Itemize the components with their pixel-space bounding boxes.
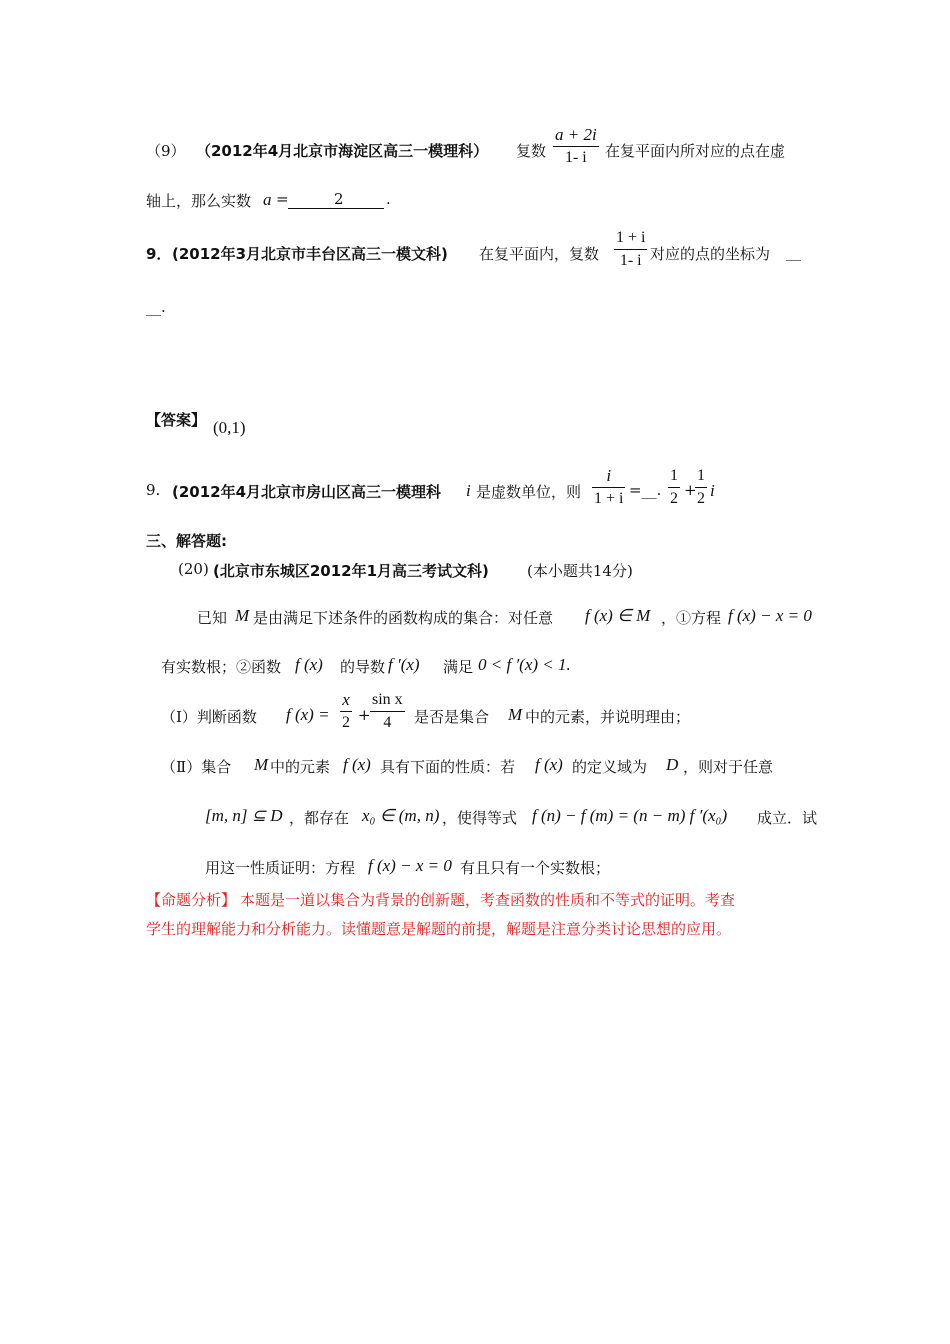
question-source: (北京市东城区2012年1月高三考试文科) (213, 562, 489, 580)
fraction: x 2 (342, 690, 350, 731)
question-source: （2012年4月北京市海淀区高三一模理科） (196, 142, 489, 160)
math-expr: f (x) ∈ M (585, 606, 651, 625)
math-expr: 0 < f ′(x) < 1. (478, 655, 571, 674)
question-source: (2012年4月北京市房山区高三一模理科 (172, 483, 442, 501)
question-text: 的导数 (340, 658, 386, 676)
plus-sign: + (358, 706, 371, 724)
fraction: sin x 4 (372, 691, 403, 731)
question-text: 是虚数单位，则 (476, 483, 582, 501)
question-text: 已知 (197, 609, 228, 627)
math-var: i (466, 481, 471, 500)
analysis-label: 【命题分析】 (146, 891, 237, 909)
question-text: 的定义域为 (572, 758, 648, 776)
math-var: a (263, 190, 272, 209)
math-expr: f (x) = (286, 705, 330, 724)
math-expr: f ′(x) (388, 655, 420, 674)
question-text: 在复平面内所对应的点在虚 (605, 142, 786, 160)
period: . (386, 190, 391, 208)
math-expr: [m, n] ⊆ D (205, 806, 283, 825)
question-text: 用这一性质证明：方程 (205, 859, 356, 877)
answer-value: 2 (334, 190, 344, 208)
question-text: 中的元素 (270, 758, 331, 776)
plus-sign: + (684, 481, 697, 499)
analysis-text: 本题是一道以集合为背景的创新题，考查函数的性质和不等式的证明。考查 (240, 891, 736, 909)
math-expr: f (x) (535, 755, 563, 774)
answer-blank: =__. (629, 481, 662, 499)
answer-blank: __ (786, 243, 801, 261)
question-text: 满足 (443, 658, 474, 676)
math-expr: f (x) − x = 0 (728, 606, 812, 625)
question-text: 有且只有一个实数根； (460, 859, 611, 877)
question-text: ，使得等式 (442, 809, 518, 827)
question-text: 成立．试 (757, 809, 818, 827)
math-var: i (710, 481, 715, 500)
math-var: M (508, 705, 523, 724)
answer-blank: __. (146, 298, 166, 316)
question-text: 在复平面内，复数 (479, 245, 600, 263)
question-text: 具有下面的性质：若 (380, 758, 516, 776)
answer-label: 【答案】 (146, 411, 207, 429)
question-text: 有实数根；②函数 (161, 658, 282, 676)
question-text: ，都存在 (289, 809, 350, 827)
question-number: (20) (178, 560, 209, 578)
question-text: 是由满足下述条件的函数构成的集合：对任意 (253, 609, 554, 627)
analysis-text: 学生的理解能力和分析能力。读懂题意是解题的前提，解题是注意分类讨论思想的应用。 (146, 920, 732, 938)
math-expr: f (n) − f (m) = (n − m) f ′(x₀) (532, 806, 728, 825)
section-heading: 三、解答题: (146, 532, 227, 550)
math-var: D (666, 755, 679, 774)
fraction: 1 + i 1- i (616, 229, 646, 269)
math-expr: x₀ ∈ (m, n) (362, 806, 440, 825)
question-number: 9． (146, 245, 172, 263)
question-text: 是否是集合 (414, 708, 490, 726)
math-expr: f (x) (343, 755, 371, 774)
answer-value: (0,1) (213, 418, 246, 437)
math-var: M (254, 755, 269, 774)
question-text: 对应的点的坐标为 (650, 245, 771, 263)
fraction: a + 2i 1- i (555, 125, 597, 166)
math-var: M (235, 606, 250, 625)
question-text: 中的元素，并说明理由； (525, 708, 691, 726)
math-expr: f (x) (295, 655, 323, 674)
question-source: (2012年3月北京市丰台区高三一模文科) (172, 245, 448, 263)
question-number: （9） (146, 142, 186, 160)
question-number: 9. (146, 481, 161, 499)
fraction: i 1 + i (594, 466, 624, 507)
math-expr: f (x) − x = 0 (368, 856, 452, 875)
question-text: （Ⅰ）判断函数 (161, 708, 257, 726)
question-text: 复数 (516, 142, 547, 160)
fraction: 1 2 (670, 467, 678, 507)
question-text: ，则对于任意 (683, 758, 774, 776)
fraction: 1 2 (697, 467, 705, 507)
question-text: ，①方程 (661, 609, 722, 627)
question-points: (本小题共14分) (527, 562, 633, 580)
question-text: 轴上，那么实数 (146, 192, 252, 210)
question-text: （Ⅱ）集合 (161, 758, 232, 776)
math-eq: = (276, 190, 289, 208)
answer-blank (288, 208, 384, 209)
